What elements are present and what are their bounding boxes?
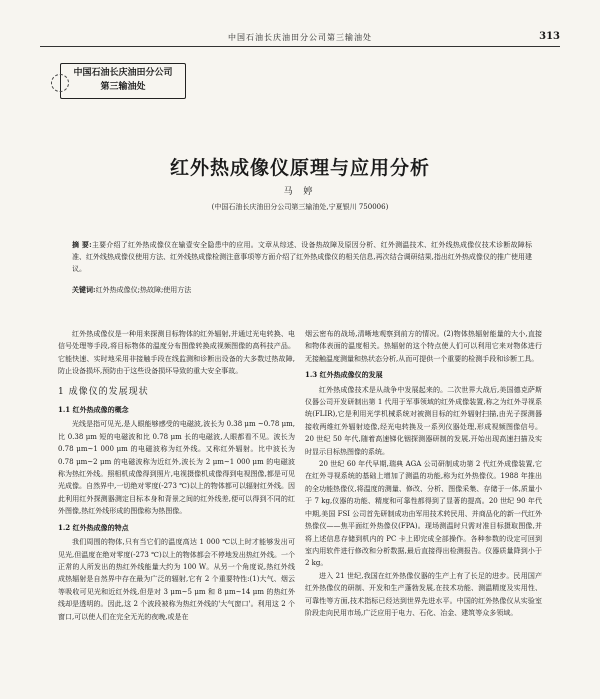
article-author: 马 婷 [283, 187, 317, 197]
keywords-text: 红外热成像仪;热故障;使用方法 [95, 286, 192, 294]
author-affiliation: (中国石油长庆油田分公司第三输油处,宁夏银川 750006) [211, 203, 389, 211]
paragraph-continued: 烟云密布的战场,清晰地观察到前方的情况。(2)物体热辐射能量的大小,直接和物体表面的温度相关。热辐射的这个特点使人们可以利用它来对物体进行无接触温度测量和热状态分析,从而可提供一个重要的检测手段和诊断工具。 [305, 330, 542, 363]
abstract [72, 239, 532, 275]
institution-stamp [60, 63, 186, 99]
paragraph-1-1: 光线是指可见光,是人眼能够感受的电磁波,波长为 0.38 μm ~0.78 μm,比 0.38 μm 短的电磁波和比 0.78 μm 长的电磁波,人眼都看不见。波长为 0.78 μm~1 000 μm 的电磁波称为红外线。又称红外辐射。比中波长为 0.78 μm~2 μm 的电磁波称为近红外,波长为 2 μm~1 000 μm 的电磁波称为热红外线。照相机成像得到照片,电视摄像机成像得到电视图像,都是可见光成像。自然界中,一切绝对零度(-273 ℃)以上的物体都可以辐射红外线。因此利用红外探测器测定目标本身和背景之间的红外线差,便可以得到不同的红外图像,热红外线形成的图像称为热图像。 [58, 420, 295, 516]
subsection-heading-1-3: 1.3 红外热成像仪的发展 [305, 370, 383, 380]
article-title: 红外热成像仪原理与应用分析 [169, 157, 430, 179]
paragraph-1-3-b: 20 世纪 60 年代早期,瑞典 AGA 公司研制成功第 2 代红外成像装置,它在红外寻视系统的基础上增加了测温的功能,称为红外热像仪。1988 年推出的全功能热像仪,将温度的测量、修改、分析、图像采集、存储于一体,质量小于 7 kg,仪器的功能、精度和可靠性都得到了显著的提高。20 世纪 90 年代中期,美国 FSI 公司首先研制成功由军用技术转民用、并商品化的新一代红外热像仪——焦平面红外热像仪(FPA)。现场测温时只需对准目标摄取图像,并将上述信息存储到机内的 PC 卡上即完成全部操作。各种参数的设定可回到室内用软件进行修改和分析数据,最后直接得出检测报告。仪器质量降到小于 2 kg。 [305, 460, 542, 568]
stamp-line-1: 中国石油长庆油田分公司 [73, 68, 173, 78]
intro-paragraph: 红外热成像仪是一种用来探测目标物体的红外辐射,并通过光电转换、电信号处理等手段,将目标物体的温度分布图像转换成视频图像的高科技产品。它能快速、实时地采用非接触手段在线监测和诊断出设备的大多数过热故障,防止设备损坏,预防由于这些设备损坏导致的重大安全事故。 [58, 330, 295, 376]
right-column [305, 328, 542, 619]
section-heading-1: 1 成像仪的发展现状 [58, 386, 149, 397]
keywords-label: 关键词: [72, 285, 96, 294]
stamp-line-2: 第三输油处 [100, 82, 146, 92]
keywords [72, 285, 532, 295]
page-number: 313 [539, 31, 560, 42]
paragraph-1-3-a: 红外热成像技术是从战争中发展起来的。二次世界大战后,美国德克萨斯仪器公司开发研制出第 1 代用于军事领域的红外成像装置,称之为红外寻视系统(FLIR),它是利用光学机械系统对被测目标的红外辐射扫描,由光子探测器接收两维红外辐射迹像,经光电转换及一系列仪器处理,形成视频图像信号。20 世纪 50 年代,随着高速锑化铟探测器研制的发展,开始出现高速扫描及实时显示目标热图像的系统。 [305, 385, 542, 456]
abstract-text: 主要介绍了红外热成像仪在输壹安全隐患中的应用。文章从综述、设备热故障及原因分析、红外测温技术、红外线热成像仪技术诊断故障标准、红外线热成像仪使用方法、红外线热成像检测注意事项等方面介绍了红外热成像仪的相关信息,再次结合调研结果,指出红外热成像仪的推广使用建议。 [72, 241, 532, 273]
running-header [40, 30, 560, 47]
paragraph-1-2: 我们周围的物体,只有当它们的温度高达 1 000 ℃以上时才能够发出可见光,但温度在绝对零度(-273 ℃)以上的物体都会不停地发出热红外线。一个正常的人所发出的热红外线能量大约为 100 W。从另一个角度说,热红外线成热辐射是自然界中存在最为广泛的辐射,它有 2 个重要特性:(1)大气、烟云等吸收可见光和近红外线,但是对 3 μm~5 μm 和 8 μm~14 μm 的热红外线却是透明的。因此,这 2 个波段被称为热红外线的'大气窗口'。利用这 2 个窗口,可以使人们在完全无光的夜晚,或是在 [58, 538, 295, 621]
subsection-heading-1-2: 1.2 红外热成像的特点 [58, 522, 129, 532]
left-column [58, 328, 295, 623]
subsection-heading-1-1: 1.1 红外热成像的概念 [58, 405, 129, 415]
paragraph-1-3-c: 进入 21 世纪,我国在红外热像仪器的生产上有了长足的进步。民用国产红外热像仪的研制、开发和生产蓬勃发展,在技术功能、测温精度及实用性、可靠性等方面,技术指标已经达到世界先进水平。中国的红外热像仪从实验室阶段走向民用市场,广泛应用于电力、石化、冶金、建筑等众多领域。 [305, 571, 542, 617]
abstract-label: 摘 要: [72, 240, 92, 249]
header-journal-title: 中国石油长庆油田分公司第三输油处 [228, 33, 372, 42]
